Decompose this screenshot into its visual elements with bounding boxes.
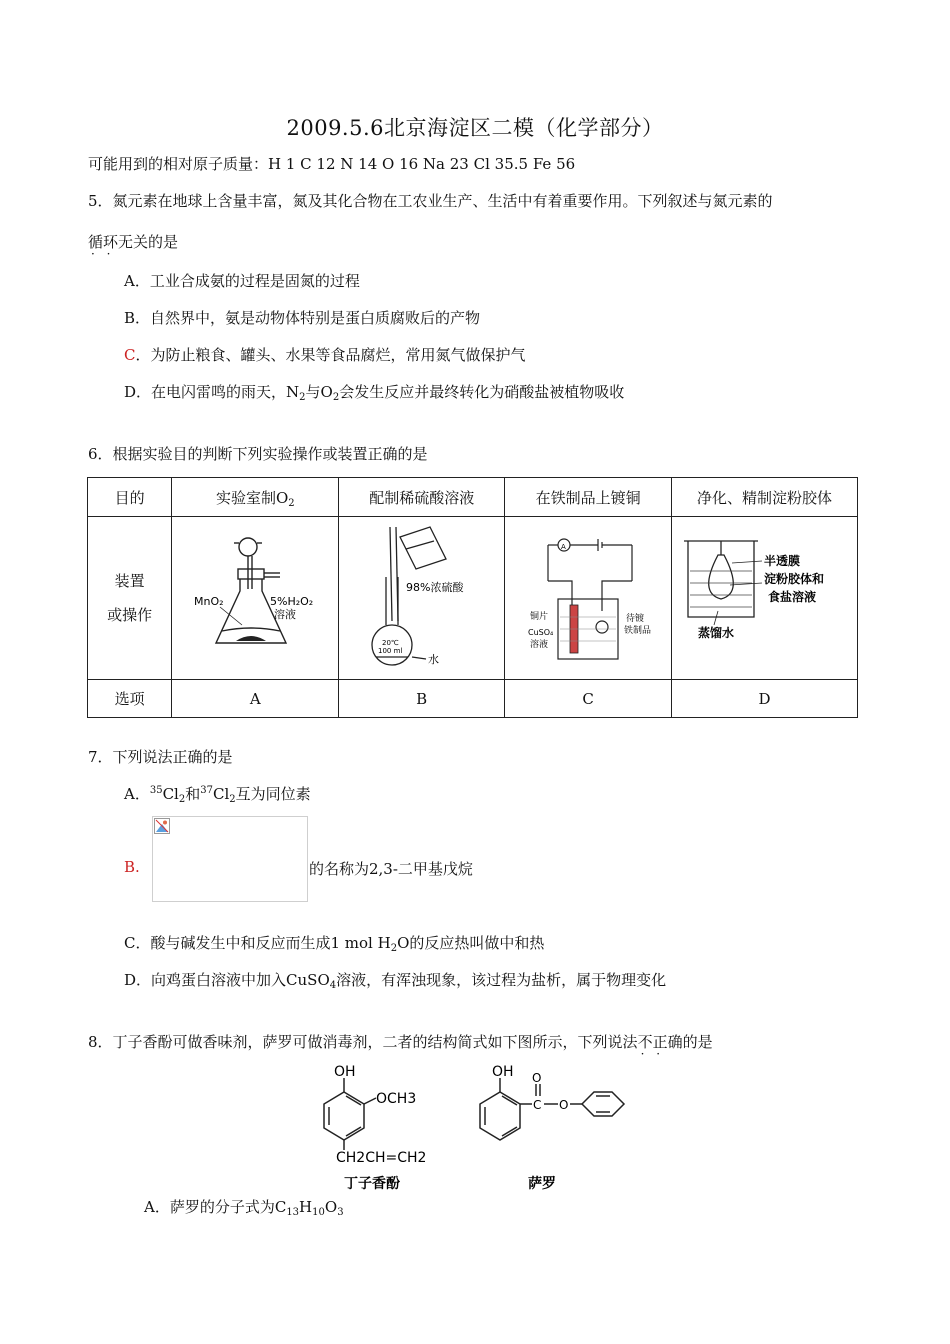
q6-figure-b: [339, 517, 505, 680]
figa-mno2: MnO₂: [194, 595, 224, 608]
figb-volume: 100 ml: [377, 647, 403, 655]
figd-membrane: 半透膜: [763, 554, 800, 568]
eugenol-chain: CH2CH=CH2: [336, 1150, 427, 1166]
q5-option-d: D．在电闪雷鸣的雨天，$N_2$与$O_2$会发生反应并最终转化为硝酸盐被植物吸收: [124, 383, 625, 403]
figa-solution: 溶液: [274, 608, 297, 621]
o2-generator-figure: [180, 521, 330, 671]
q7-stem: 7．下列说法正确的是: [88, 748, 233, 766]
salol-structure: [470, 1062, 640, 1192]
q6-header-o2: 实验室制$O_2$: [172, 478, 339, 517]
q7-option-c: C．酸与碱发生中和反应而生成1 mol $H_2O$的反应热叫做中和热: [124, 934, 545, 954]
figb-temp: 20℃: [381, 639, 399, 647]
q6-figure-c: [505, 517, 672, 680]
electroplating-figure: [508, 521, 668, 671]
figc-ammeter: A: [561, 543, 566, 551]
q6-row-label-option: 选项: [88, 680, 172, 718]
salol-c: C: [533, 1098, 542, 1112]
figc-iron: 铁制品: [624, 626, 652, 636]
eugenol-och3: OCH3: [376, 1091, 417, 1107]
figa-h2o2: 5%H₂O₂: [270, 595, 314, 608]
q7-option-a: A．$^{35}Cl_2$和$^{37}Cl_2$互为同位素: [124, 785, 311, 805]
figb-acid: 98%浓硫酸: [405, 581, 464, 594]
broken-image-icon: [154, 818, 170, 834]
figd-colloid: 淀粉胶体和: [763, 572, 824, 586]
q6-header-acid: 配制稀硫酸溶液: [339, 478, 505, 517]
atomic-masses: 可能用到的相对原子质量：H 1 C 12 N 14 O 16 Na 23 Cl 35.5 Fe 56: [88, 155, 576, 173]
q5-option-c-letter: C: [124, 346, 136, 364]
q8-stem: 8．丁子香酚可做香味剂，萨罗可做消毒剂，二者的结构简式如下图所示，下列说法不正确 · ·的是: [88, 1031, 713, 1052]
eugenol-structure: [310, 1062, 460, 1192]
q8-emphasis: 不正确 · ·: [638, 1033, 683, 1051]
q7-structure-image-placeholder: [152, 816, 308, 902]
q6-header-purpose: 目的: [88, 478, 172, 517]
salol-o-mid: O: [559, 1098, 569, 1112]
q6-row-label-apparatus: 装置 或操作: [88, 517, 172, 680]
q6-figure-a: [172, 517, 339, 680]
q6-figure-d: [672, 517, 858, 680]
q5-stem-line2: 循环无关 · ·的是: [88, 231, 178, 252]
salol-oh: OH: [492, 1064, 514, 1080]
q6-option-b: B: [339, 680, 505, 718]
q7-option-b: B.: [124, 858, 140, 876]
figc-to-plate: 待镀: [626, 614, 645, 624]
figb-water: 水: [427, 653, 439, 666]
q5-option-b: B．自然界中，氨是动物体特别是蛋白质腐败后的产物: [124, 309, 481, 327]
q6-option-c: C: [505, 680, 672, 718]
q6-header-plating: 在铁制品上镀铜: [505, 478, 672, 517]
q8-option-a: A．萨罗的分子式为$C_{13}H_{10}O_3$: [144, 1198, 344, 1218]
q6-option-d: D: [672, 680, 858, 718]
figc-copper: 铜片: [530, 612, 549, 622]
figd-water: 蒸馏水: [697, 626, 734, 640]
page-title: 2009.5.6北京海淀区二模（化学部分）: [286, 116, 664, 140]
q5-emphasis: 循环无关 · ·: [88, 233, 148, 251]
q7-option-b-letter: B: [124, 858, 136, 876]
q7-option-d: D．向鸡蛋白溶液中加入CuSO$_4$溶液，有浑浊现象，该过程为盐析，属于物理变化: [124, 971, 667, 991]
salol-o-top: O: [532, 1071, 542, 1085]
q6-header-colloid: 净化、精制淀粉胶体: [672, 478, 858, 517]
eugenol-name: 丁子香酚: [344, 1176, 400, 1192]
q5-option-c: C．为防止粮食、罐头、水果等食品腐烂，常用氮气做保护气: [124, 346, 526, 364]
q7-option-b-text: 的名称为2,3-二甲基戊烷: [309, 860, 473, 878]
dilution-figure: [342, 521, 502, 671]
figd-salt: 食盐溶液: [767, 590, 816, 604]
q5-option-a: A．工业合成氨的过程是固氮的过程: [124, 272, 360, 290]
eugenol-oh: OH: [334, 1064, 356, 1080]
figc-solution: 溶液: [530, 640, 549, 650]
q6-experiment-table: [87, 477, 858, 718]
q6-stem: 6．根据实验目的判断下列实验操作或装置正确的是: [88, 445, 428, 463]
q5-stem-line1: 5．氮元素在地球上含量丰富，氮及其化合物在工农业生产、生活中有着重要作用。下列叙述与氮元素的: [88, 192, 773, 210]
salol-name: 萨罗: [528, 1176, 556, 1192]
q6-option-a: A: [172, 680, 339, 718]
dialysis-figure: [680, 521, 850, 671]
figc-cuso4: CuSO₄: [528, 628, 554, 637]
